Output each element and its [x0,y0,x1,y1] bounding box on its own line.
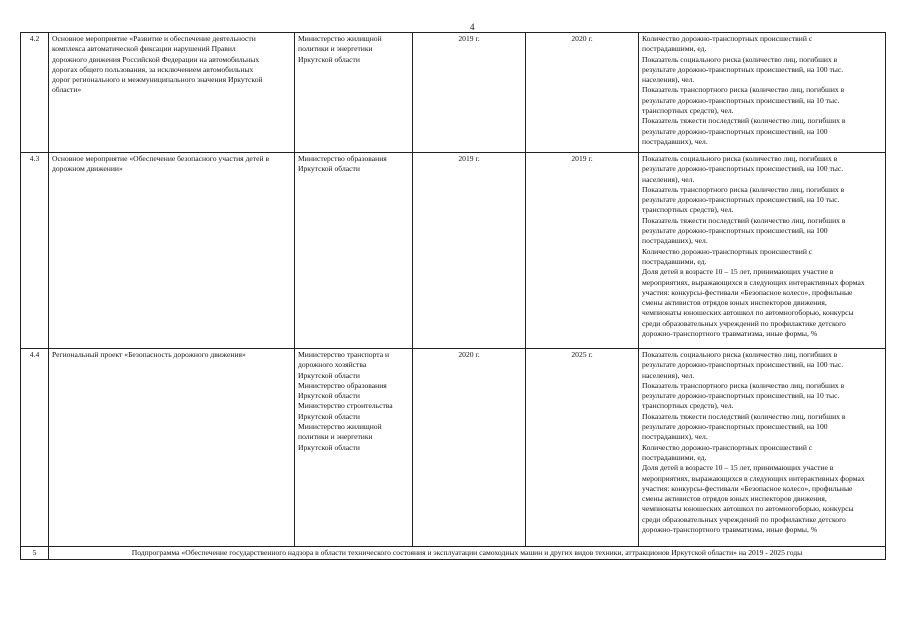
indicator-line: мероприятиях, выражающихся в следующих интерактивных формах [642,277,865,287]
indicator-line: транспортных средств), чел. [642,205,734,215]
executor-line: Министерство строительства [298,401,393,411]
event-line: Основное мероприятие «Обеспечение безопасного участия детей в [52,154,270,163]
indicator-line: пострадавшими, ед. [642,256,707,266]
indicator-line: населения), чел. [642,174,695,184]
indicator-line: пострадавших), чел. [642,236,708,246]
executor-line: Министерство образования [298,154,387,163]
indicator-line: Показатель социального риска (количество лиц, погибших в [642,154,838,163]
indicator-line: результате дорожно-транспортных происшествий, на 100 тыс. [642,64,844,74]
indicators-cell [639,33,886,153]
start-year: 2019 г. [413,153,526,349]
row-number: 4.2 [21,33,49,153]
event-cell [49,349,295,547]
indicator-line: населения), чел. [642,75,695,85]
event-cell [49,33,295,153]
indicator-line: пострадавшими, ед. [642,44,707,54]
end-year: 2025 г. [526,349,639,547]
executor-line: Иркутской области [298,54,360,64]
table-body [21,33,886,547]
event-line: комплекса автоматической фиксации нарушений Правил [52,44,236,54]
table-row [21,33,886,153]
indicator-line: Показатель транспортного риска (количество лиц, погибших в [642,85,845,95]
indicator-line: мероприятиях, выражающихся в следующих интерактивных формах [642,473,865,483]
row-number: 4.3 [21,153,49,349]
indicator-line: участия: конкурсы-фестивали «Безопасное колесо», профильные [642,483,853,493]
indicator-line: смены активистов отрядов юных инспекторов движения, [642,494,827,504]
indicator-line: результате дорожно-транспортных происшествий, на 10 тыс. [642,195,840,205]
executor-line: Министерство жилищной [298,422,382,432]
event-line: дорог регионального и межмуниципального значения Иркутской [52,75,263,85]
table-row [21,153,886,349]
page-number: 4 [470,22,475,32]
executor-line: Иркутской области [298,442,360,452]
event-line: области» [52,85,82,95]
event-line: Основное мероприятие «Развитие и обеспечение деятельности [52,34,256,43]
indicators-cell [639,349,886,547]
indicator-line: участия: конкурсы-фестивали «Безопасное колесо», профильные [642,287,853,297]
subprogram-number: 5 [21,547,49,560]
indicator-line: Показатель социального риска (количество лиц, погибших в [642,350,838,359]
end-year: 2020 г. [526,33,639,153]
indicator-line: пострадавших), чел. [642,136,708,146]
indicator-line: Количество дорожно-транспортных происшествий с [642,246,813,256]
executor-line: Иркутской области [298,164,360,174]
indicators-cell [639,153,886,349]
indicator-line: пострадавших), чел. [642,432,708,442]
event-line: дорожном движении» [52,164,123,174]
end-year: 2019 г. [526,153,639,349]
indicator-line: Показатель социального риска (количество лиц, погибших в [642,54,838,64]
indicator-line: Показатель тяжести последствий (количество лиц, погибших в [642,411,846,421]
indicator-line: результате дорожно-транспортных происшествий, на 10 тыс. [642,391,840,401]
executor-line: Министерство транспорта и [298,350,390,359]
indicator-line: результате дорожно-транспортных происшествий, на 100 [642,422,828,432]
indicator-line: чемпионаты юношеских автошкол по автомногоборью, конкурсы [642,504,854,514]
executor-line: Иркутской области [298,370,360,380]
indicator-line: Количество дорожно-транспортных происшествий с [642,442,813,452]
indicator-line: дорожно-транспортного травматизма, иные формы, % [642,525,818,535]
indicator-line: Показатель транспортного риска (количество лиц, погибших в [642,184,845,194]
indicator-line: Показатель тяжести последствий (количество лиц, погибших в [642,215,846,225]
executor-cell [295,349,413,547]
table-row [21,349,886,547]
indicator-line: транспортных средств), чел. [642,106,734,116]
executor-line: политики и энергетики [298,432,373,442]
indicator-line: результате дорожно-транспортных происшествий, на 10 тыс. [642,95,840,105]
indicator-line: пострадавшими, ед. [642,452,707,462]
indicator-line: результате дорожно-транспортных происшествий, на 100 [642,226,828,236]
event-cell [49,153,295,349]
event-line: дорожного движения Российской Федерации на автомобильных [52,54,260,64]
indicator-line: среди образовательных учреждений по профилактике детского [642,514,846,524]
executor-cell [295,153,413,349]
indicator-line: чемпионаты юношеских автошкол по автомногоборью, конкурсы [642,308,854,318]
event-line: Региональный проект «Безопасность дорожного движения» [52,350,246,359]
start-year: 2020 г. [413,349,526,547]
executor-line: Иркутской области [298,391,360,401]
indicator-line: транспортных средств), чел. [642,401,734,411]
row-number: 4.4 [21,349,49,547]
indicator-line: результате дорожно-транспортных происшествий, на 100 тыс. [642,360,844,370]
subprogram-title: Подпрограмма «Обеспечение государственного надзора в области технического состояния и эксплуатации самоходных машин и других видов техники, аттракционов Иркутской области» на 2019 - 2025 годы [49,547,886,560]
indicator-line: дорожно-транспортного травматизма, иные формы, % [642,329,818,339]
executor-line: Министерство жилищной [298,34,382,43]
subprogram-row [21,547,886,560]
start-year: 2019 г. [413,33,526,153]
executor-cell [295,33,413,153]
indicator-line: Доля детей в возрасте 10 – 15 лет, принимающих участие в [642,267,834,277]
executor-line: Иркутской области [298,411,360,421]
indicator-line: среди образовательных учреждений по профилактике детского [642,318,846,328]
indicator-line: Показатель транспортного риска (количество лиц, погибших в [642,380,845,390]
executor-line: политики и энергетики [298,44,373,54]
indicator-line: Количество дорожно-транспортных происшествий с [642,34,813,43]
program-table [20,32,886,560]
indicator-line: результате дорожно-транспортных происшествий, на 100 тыс. [642,164,844,174]
indicator-line: смены активистов отрядов юных инспекторов движения, [642,298,827,308]
indicator-line: населения), чел. [642,370,695,380]
executor-line: Министерство образования [298,380,387,390]
executor-line: дорожного хозяйства [298,360,367,370]
indicator-line: Показатель тяжести последствий (количество лиц, погибших в [642,116,846,126]
indicator-line: результате дорожно-транспортных происшествий, на 100 [642,126,828,136]
event-line: дорогах общего пользования, за исключением автомобильных [52,64,254,74]
indicator-line: Доля детей в возрасте 10 – 15 лет, принимающих участие в [642,463,834,473]
